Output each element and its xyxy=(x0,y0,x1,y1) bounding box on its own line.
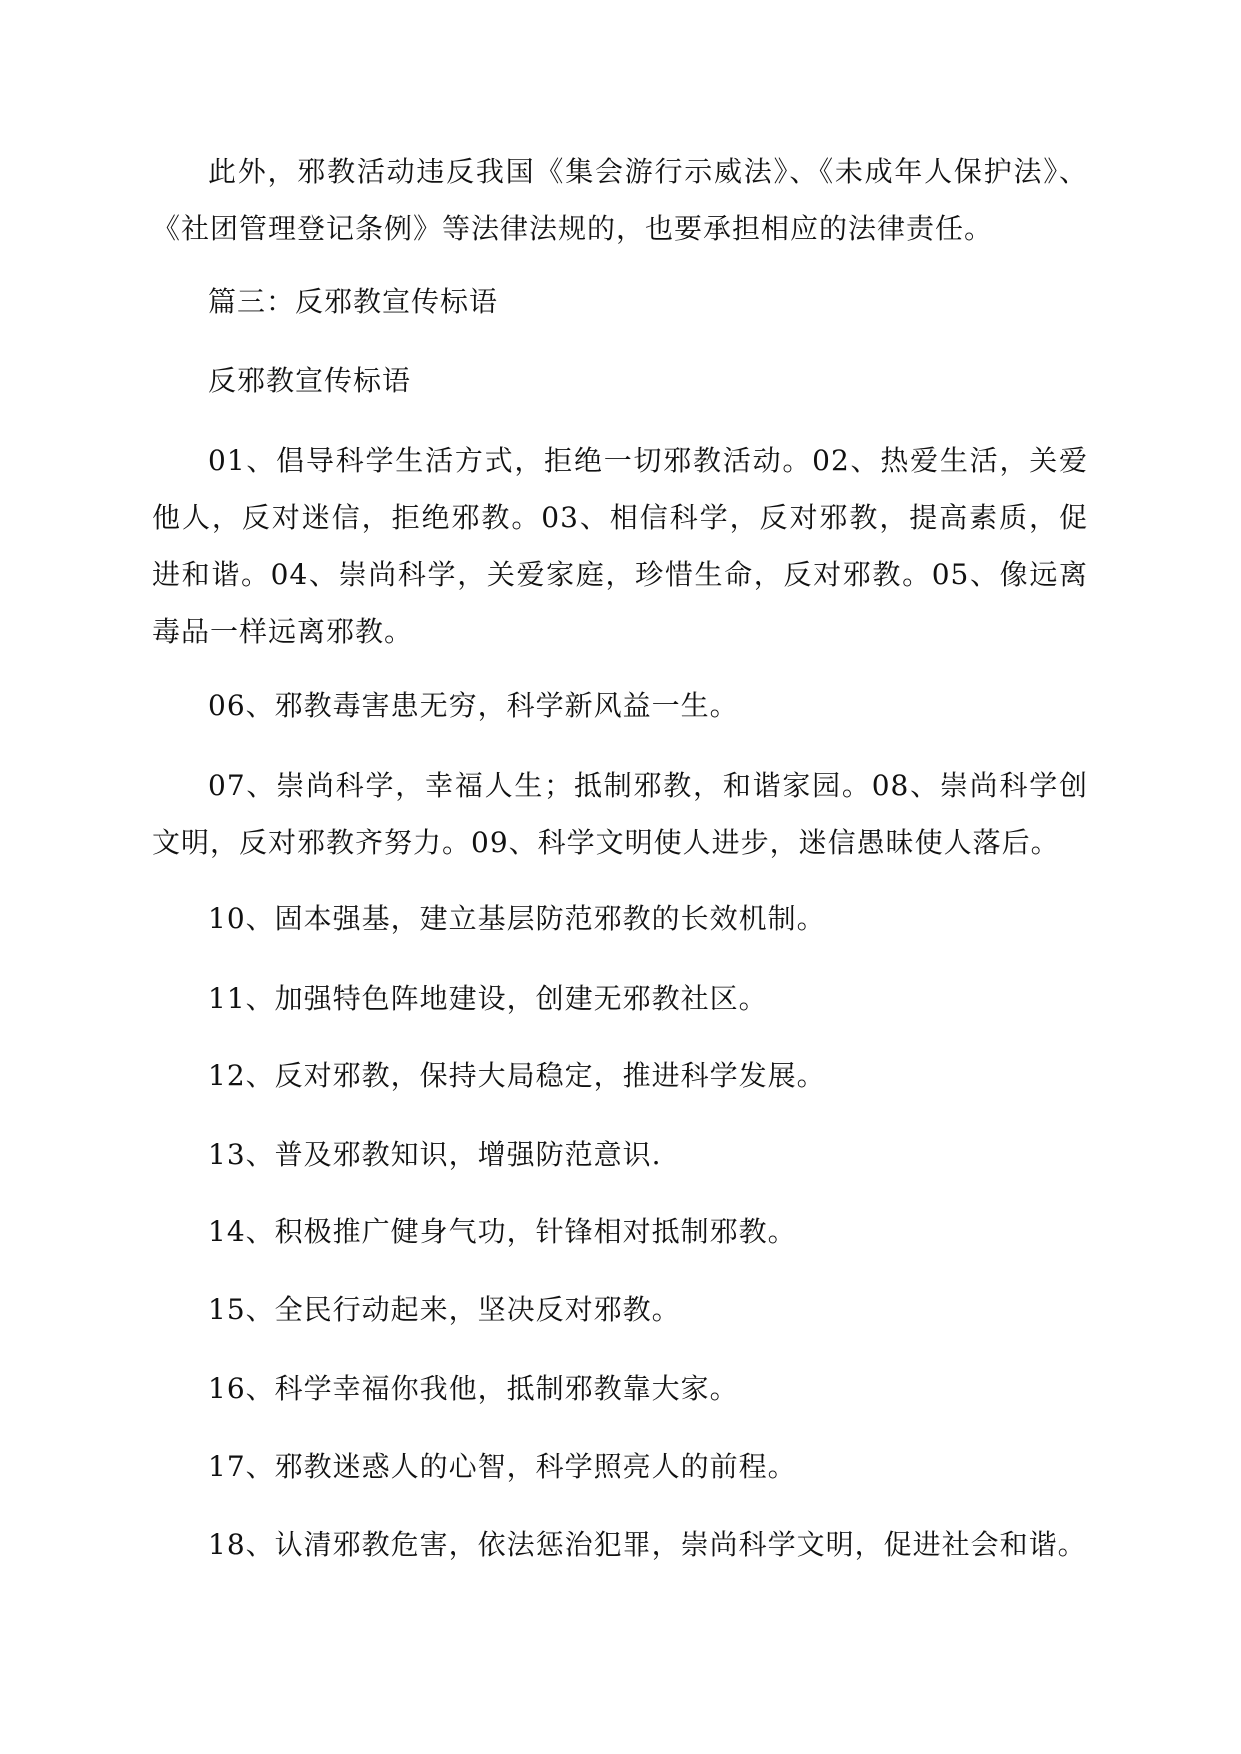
slogan-paragraph-07-09: 07、崇尚科学，幸福人生；抵制邪教，和谐家园。08、崇尚科学创文明，反对邪教齐努力。09、科学文明使人进步，迷信愚昧使人落后。 xyxy=(152,769,1088,859)
slogan-18: 18、认清邪教危害，依法惩治犯罪，崇尚科学文明，促进社会和谐。 xyxy=(208,1528,1087,1561)
slogan-13: 13、普及邪教知识，增强防范意识. xyxy=(208,1138,662,1171)
slogan-paragraph-01-05: 01、倡导科学生活方式，拒绝一切邪教活动。02、热爱生活，关爱他人，反对迷信，拒绝邪教。03、相信科学，反对邪教，提高素质，促进和谐。04、崇尚科学，关爱家庭，珍惜生命，反对邪教。05、像远离毒品一样远离邪教。 xyxy=(152,444,1088,648)
section-heading: 篇三：反邪教宣传标语 xyxy=(208,285,499,318)
paragraph-laws: 此外，邪教活动违反我国《集会游行示威法》、《未成年人保护法》、《社团管理登记条例》等法律法规的，也要承担相应的法律责任。 xyxy=(152,155,1088,245)
slogan-12: 12、反对邪教，保持大局稳定，推进科学发展。 xyxy=(208,1059,826,1092)
slogan-06: 06、邪教毒害患无穷，科学新风益一生。 xyxy=(208,689,739,722)
slogan-16: 16、科学幸福你我他，抵制邪教靠大家。 xyxy=(208,1372,739,1405)
slogan-11: 11、加强特色阵地建设，创建无邪教社区。 xyxy=(208,982,768,1015)
slogan-15: 15、全民行动起来，坚决反对邪教。 xyxy=(208,1293,681,1326)
slogan-14: 14、积极推广健身气功，针锋相对抵制邪教。 xyxy=(208,1215,797,1248)
slogan-10: 10、固本强基，建立基层防范邪教的长效机制。 xyxy=(208,902,826,935)
section-subheading: 反邪教宣传标语 xyxy=(208,364,412,397)
slogan-17: 17、邪教迷惑人的心智，科学照亮人的前程。 xyxy=(208,1450,797,1483)
